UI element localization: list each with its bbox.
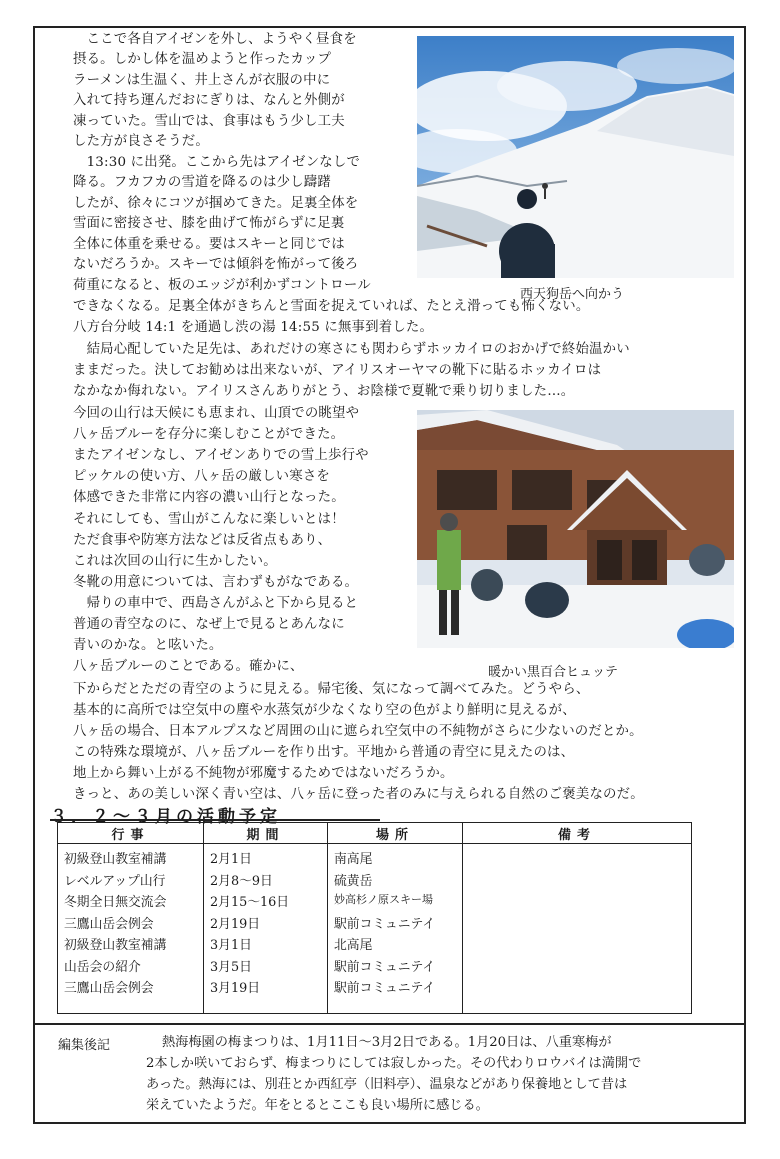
article-line: 雪面に密接させ、膝を曲げて怖がらずに足裏 bbox=[73, 216, 345, 231]
cell-event: 初級登山教室補講 bbox=[58, 844, 204, 870]
cell-place: 駅前コミュニテイ bbox=[328, 977, 463, 1013]
article-line: ただ食事や防寒方法などは反省点もあり、 bbox=[73, 533, 332, 548]
article-line: 13:30 に出発。ここから先はアイゼンなしで bbox=[73, 155, 361, 170]
header-event: 行事 bbox=[58, 823, 204, 844]
article-line: 降る。フカフカの雪道を降るのは少し躊躇 bbox=[73, 175, 331, 190]
cell-period: 3月1日 bbox=[204, 934, 328, 956]
article-line: ここで各自アイゼンを外し、ようやく昼食を bbox=[73, 32, 357, 47]
article-line: したが、徐々にコツが掴めてきた。足裏全体を bbox=[73, 196, 359, 211]
schedule-table bbox=[57, 822, 692, 1014]
article-line: それにしても、雪山がこんなに楽しいとは！ bbox=[73, 512, 345, 527]
article-line: 普通の青空なのに、なぜ上で見るとあんなに bbox=[73, 617, 345, 632]
cell-note bbox=[463, 891, 692, 913]
divider bbox=[35, 1023, 744, 1025]
article-line: ないだろうか。スキーでは傾斜を怖がって後ろ bbox=[73, 257, 359, 272]
article-line: ラーメンは生温く、井上さんが衣服の中に bbox=[73, 73, 331, 88]
cell-event: 初級登山教室補講 bbox=[58, 934, 204, 956]
cell-place: 硫黄岳 bbox=[328, 870, 463, 892]
article-line: 体感できた非常に内容の濃い山行となった。 bbox=[73, 490, 345, 505]
article-line: 八方台分岐 14:1 を通過し渋の湯 14:55 に無事到着した。 bbox=[73, 320, 434, 335]
hut-photo bbox=[417, 410, 734, 648]
article-line: 摂る。しかし体を温めようと作ったカップ bbox=[73, 52, 332, 67]
article-line: 帰りの車中で、西島さんがふと下から見ると bbox=[73, 596, 359, 611]
article-line: 冬靴の用意については、言わずもがなである。 bbox=[73, 575, 359, 590]
cell-event: 三鷹山岳会例会 bbox=[58, 977, 204, 1013]
table-row bbox=[58, 844, 692, 870]
article-line: 入れて持ち運んだおにぎりは、なんと外側が bbox=[73, 93, 345, 108]
article-line: ピッケルの使い方、八ヶ岳の厳しい寒さを bbox=[73, 469, 331, 484]
article-line: 基本的に高所では空気中の塵や水蒸気が少なくなり空の色がより鮮明に見えるが、 bbox=[73, 703, 576, 718]
article-line: した方が良さそうだ。 bbox=[73, 134, 209, 149]
editor-note-line: 栄えていたようだ。年をとるとここも良い場所に感じる。 bbox=[146, 1098, 489, 1113]
mountain-photo bbox=[417, 36, 734, 278]
cell-place: 南高尾 bbox=[328, 844, 463, 870]
table-row bbox=[58, 913, 692, 935]
article-line: 地上から舞い上がる不純物が邪魔するためではないだろうか。 bbox=[73, 766, 454, 781]
table-row bbox=[58, 934, 692, 956]
article-line: きっと、あの美しい深く青い空は、八ヶ岳に登った者のみに与えられる自然のご褒美なのだ。 bbox=[73, 787, 644, 802]
article-line: ままだった。決してお勧めは出来ないが、アイリスオーヤマの靴下に貼るホッカイロは bbox=[73, 363, 602, 378]
cell-period: 2月19日 bbox=[204, 913, 328, 935]
article-line: 八ヶ岳の場合、日本アルプスなど周囲の山に遮られ空気中の不純物がさらに少ないのだとか。 bbox=[73, 724, 643, 739]
cell-note bbox=[463, 956, 692, 978]
cell-event: 冬期全日無交流会 bbox=[58, 891, 204, 913]
article-line: なかなか侮れない。アイリスさんありがとう、お陰様で夏靴で乗り切りました…。 bbox=[73, 384, 575, 399]
table-row bbox=[58, 891, 692, 913]
cell-place: 妙高杉ノ原スキー場 bbox=[328, 891, 463, 913]
article-line: またアイゼンなし、アイゼンありでの雪上歩行や bbox=[73, 448, 369, 463]
cell-note bbox=[463, 934, 692, 956]
editor-note-line: あった。熱海には、別荘とか西紅亭（旧料亭）、温泉などがあり保養地として昔は bbox=[146, 1077, 628, 1092]
cell-note bbox=[463, 977, 692, 1013]
article-line: 今回の山行は天候にも恵まれ、山頂での眺望や bbox=[73, 406, 360, 421]
cell-place: 駅前コミュニテイ bbox=[328, 913, 463, 935]
header-period: 期間 bbox=[204, 823, 328, 844]
table-row bbox=[58, 956, 692, 978]
article-line: これは次回の山行に生かしたい。 bbox=[73, 554, 277, 569]
cell-period: 3月5日 bbox=[204, 956, 328, 978]
cell-period: 3月19日 bbox=[204, 977, 328, 1013]
editor-note-line: 熱海梅園の梅まつりは、1月11日～3月2日である。1月20日は、八重寒梅が bbox=[162, 1035, 612, 1050]
photo-caption: 西天狗岳へ向かう bbox=[520, 287, 625, 302]
cell-place: 北高尾 bbox=[328, 934, 463, 956]
article-line: 下からだとただの青空のように見える。帰宅後、気になって調べてみた。どうやら、 bbox=[73, 682, 590, 697]
table-row bbox=[58, 870, 692, 892]
cell-event: レベルアップ山行 bbox=[58, 870, 204, 892]
header-place: 場所 bbox=[328, 823, 463, 844]
cell-period: 2月15～16日 bbox=[204, 891, 328, 913]
article-line: この特殊な環境が、八ヶ岳ブルーを作り出す。平地から普通の青空に見えたのは、 bbox=[73, 745, 575, 760]
table-row bbox=[58, 977, 692, 1013]
article-line: できなくなる。足裏全体がきちんと雪面を捉えていれば、たとえ滑っても怖くない。 bbox=[73, 299, 590, 314]
cell-event: 三鷹山岳会例会 bbox=[58, 913, 204, 935]
cell-note bbox=[463, 913, 692, 935]
photo-caption: 暖かい黒百合ヒュッテ bbox=[488, 665, 619, 680]
cell-note bbox=[463, 844, 692, 870]
cell-place: 駅前コミュニテイ bbox=[328, 956, 463, 978]
article-line: 結局心配していた足先は、あれだけの寒さにも関わらずホッカイロのおかげで終始温かい bbox=[73, 342, 630, 357]
header-note: 備考 bbox=[463, 823, 692, 844]
article-line: 全体に体重を乗せる。要はスキーと同じでは bbox=[73, 237, 345, 252]
article-line: 青いのかな。と呟いた。 bbox=[73, 638, 223, 653]
article-line: 八ヶ岳ブルーのことである。確かに、 bbox=[73, 659, 304, 674]
editor-note-label: 編集後記 bbox=[58, 1038, 111, 1053]
section-underline bbox=[50, 819, 380, 821]
cell-period: 2月1日 bbox=[204, 844, 328, 870]
cell-event: 山岳会の紹介 bbox=[58, 956, 204, 978]
article-line: 凍っていた。雪山では、食事はもう少し工夫 bbox=[73, 114, 345, 129]
section-title: ３．２～３月の活動予定 bbox=[50, 807, 281, 827]
article-line: 八ヶ岳ブルーを存分に楽しむことができた。 bbox=[73, 427, 345, 442]
table-header-row bbox=[58, 823, 692, 844]
cell-period: 2月8～9日 bbox=[204, 870, 328, 892]
article-line: 荷重になると、板のエッジが利かずコントロール bbox=[73, 278, 371, 293]
editor-note-line: 2本しか咲いておらず、梅まつりにしては寂しかった。その代わりロウバイは満開で bbox=[146, 1056, 642, 1071]
cell-note bbox=[463, 870, 692, 892]
